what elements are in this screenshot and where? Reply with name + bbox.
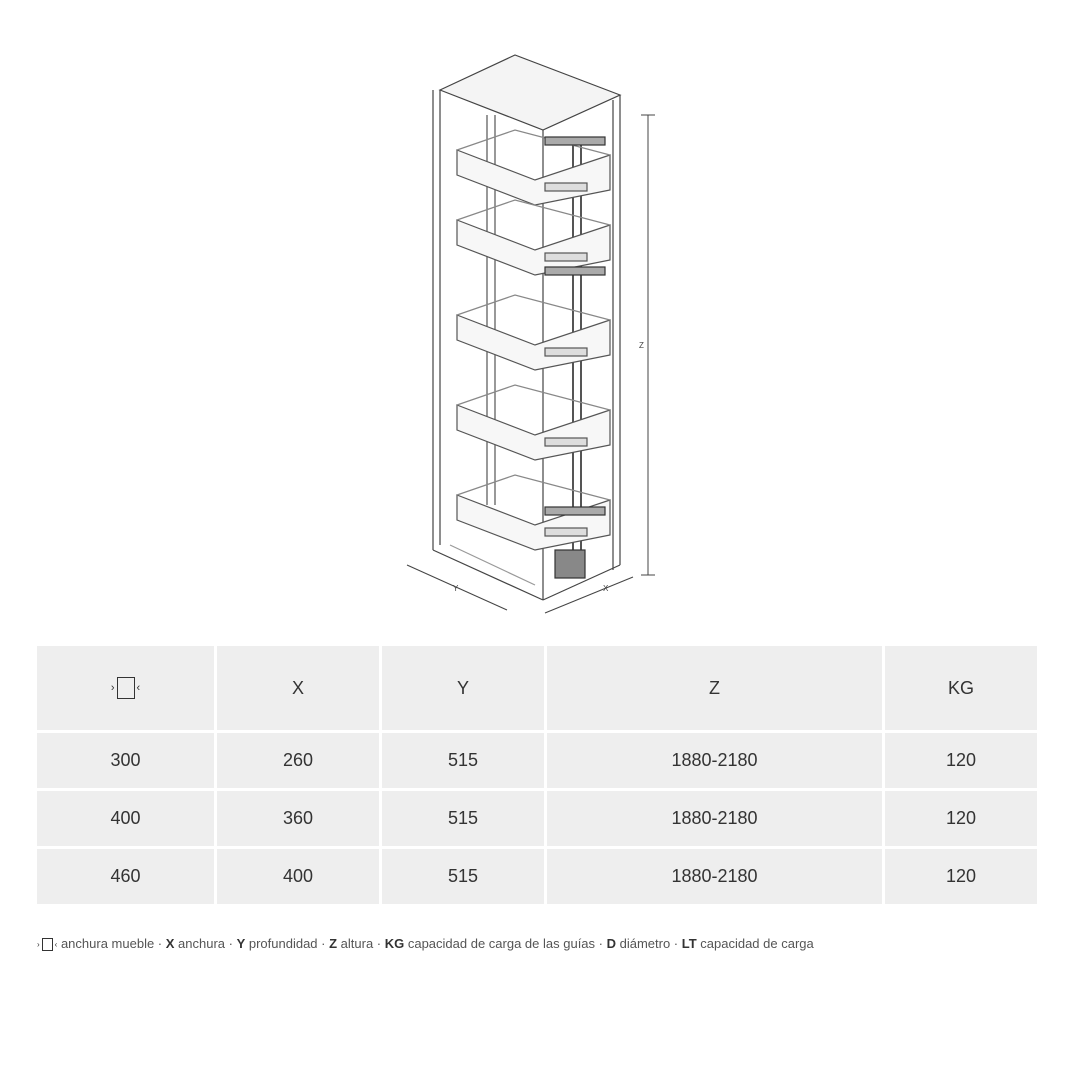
- legend: [37, 936, 814, 951]
- table-row: [37, 849, 1037, 907]
- legend-width-desc: anchura mueble ·: [57, 936, 166, 951]
- specification-table: [37, 646, 1037, 907]
- cell-y: 515: [382, 849, 547, 907]
- table-row: [37, 791, 1037, 849]
- cell-y: 515: [382, 733, 547, 791]
- cell-x: 360: [217, 791, 382, 849]
- legend-y-key: Y: [236, 936, 246, 951]
- baskets: [457, 130, 610, 550]
- table-row: [37, 733, 1037, 791]
- legend-kg-key: KG: [384, 936, 405, 951]
- cabinet-width-icon: › ‹: [111, 677, 140, 699]
- cell-y: 515: [382, 791, 547, 849]
- legend-x-desc: anchura ·: [174, 936, 237, 951]
- header-z: Z: [547, 646, 885, 733]
- header-x: X: [217, 646, 382, 733]
- table-header-row: [37, 646, 1037, 733]
- basket-4: [457, 385, 610, 460]
- legend-z-desc: altura ·: [337, 936, 385, 951]
- basket-3: [457, 295, 610, 370]
- cell-x: 260: [217, 733, 382, 791]
- cell-width: 300: [37, 733, 217, 791]
- cell-kg: 120: [885, 849, 1037, 907]
- cell-x: 400: [217, 849, 382, 907]
- legend-y-desc: profundidad ·: [245, 936, 330, 951]
- legend-x-key: X: [165, 936, 175, 951]
- basket-2: [457, 200, 610, 275]
- product-drawing: [395, 45, 665, 620]
- legend-d-desc: diámetro ·: [615, 936, 682, 951]
- z-dimension-label: Z: [639, 341, 644, 350]
- cell-z: 1880-2180: [547, 791, 885, 849]
- cell-width: 400: [37, 791, 217, 849]
- header-y: Y: [382, 646, 547, 733]
- cabinet-width-icon: › ‹: [37, 938, 57, 951]
- header-kg: KG: [885, 646, 1037, 733]
- cell-kg: 120: [885, 791, 1037, 849]
- legend-d-key: D: [606, 936, 616, 951]
- y-dimension-label: Y: [453, 584, 459, 593]
- header-cabinet-width: [37, 646, 217, 733]
- cell-z: 1880-2180: [547, 733, 885, 791]
- cell-z: 1880-2180: [547, 849, 885, 907]
- cell-kg: 120: [885, 733, 1037, 791]
- pantry-unit-illustration: [395, 45, 665, 620]
- x-dimension-label: X: [603, 584, 609, 593]
- legend-kg-desc: capacidad de carga de las guías ·: [404, 936, 607, 951]
- legend-lt-desc: capacidad de carga: [696, 936, 814, 951]
- cell-width: 460: [37, 849, 217, 907]
- legend-z-key: Z: [329, 936, 338, 951]
- legend-lt-key: LT: [681, 936, 697, 951]
